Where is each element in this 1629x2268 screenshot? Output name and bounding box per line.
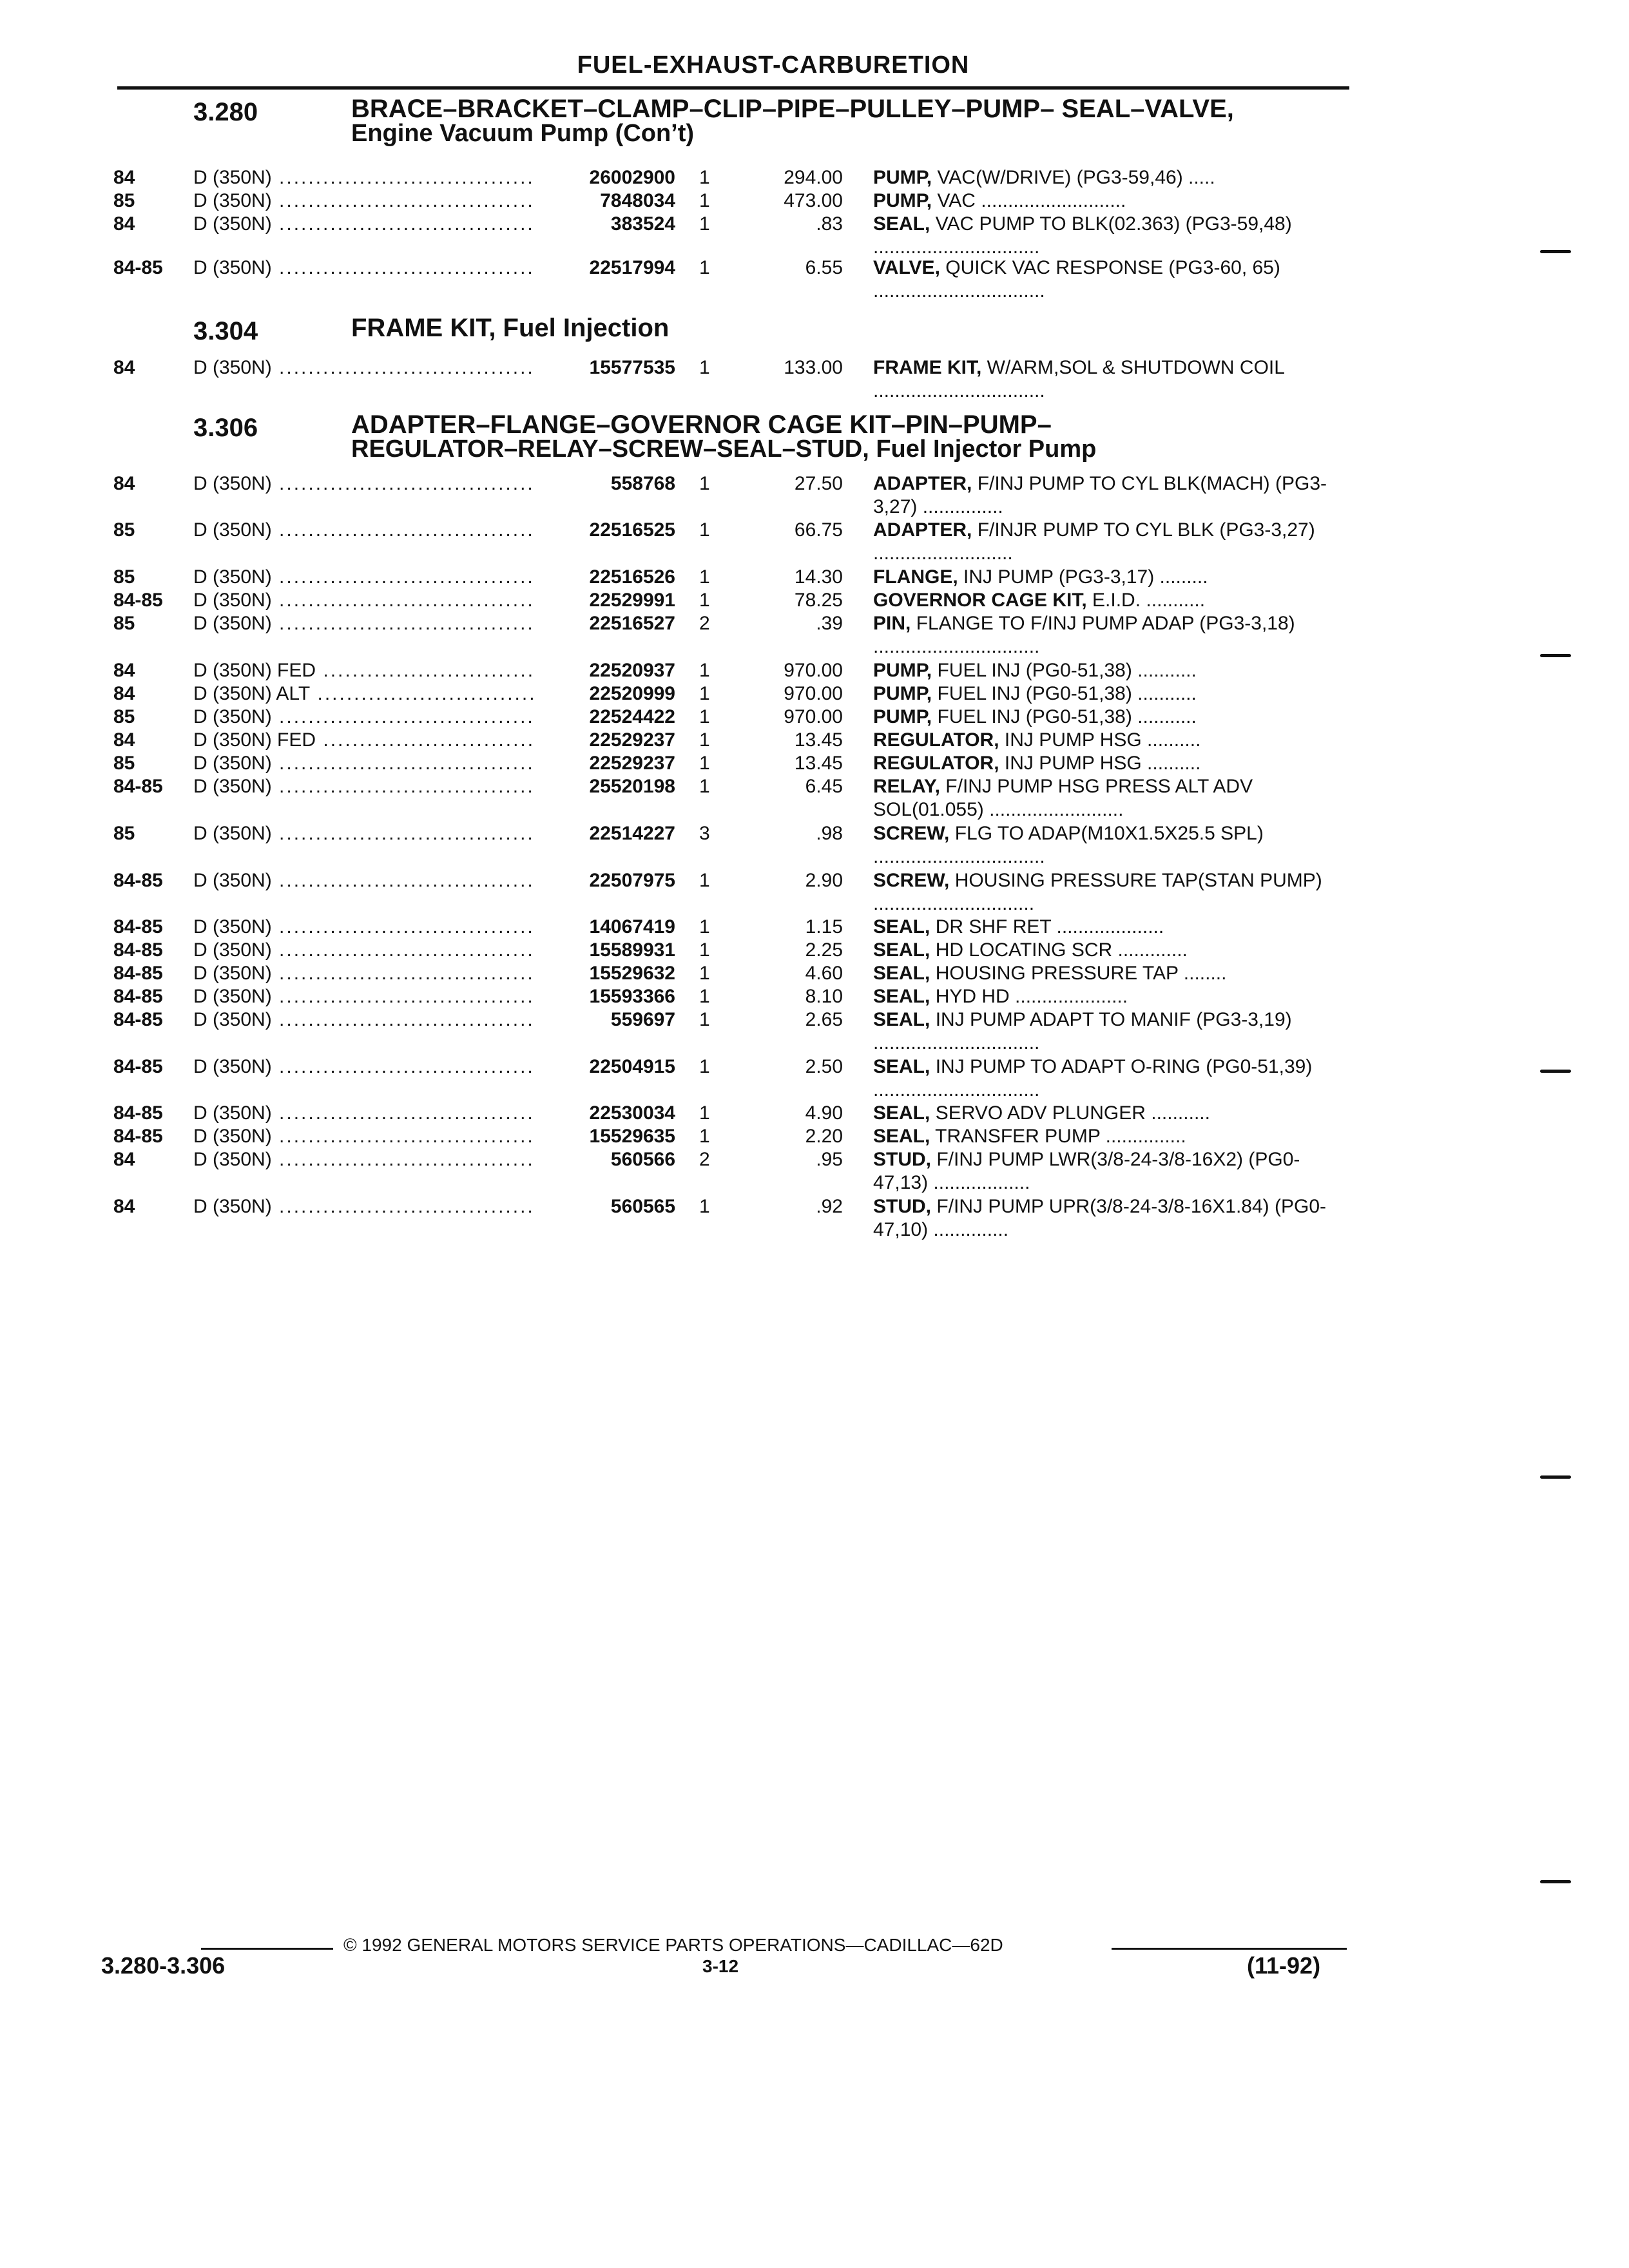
section-title: [351, 97, 1356, 146]
quantity: 1: [699, 566, 710, 588]
price: 294.00: [784, 167, 843, 188]
part-number: 560566: [535, 1148, 675, 1171]
quantity: 1: [699, 473, 710, 494]
model-year: 85: [113, 823, 135, 844]
section-subtitle: REGULATOR–RELAY–SCREW–SEAL–STUD, Fuel Injector Pump: [351, 436, 1097, 463]
model-code: D (350N) .....: [193, 1195, 554, 1218]
part-detail: F/INJ PUMP UPR(3/8-24-3/8-16X1.84) (PG0-47,10) ..............: [873, 1196, 1326, 1240]
part-detail: E.I.D. ...........: [1092, 590, 1206, 611]
part-number: 22516527: [535, 612, 675, 635]
model-code: D (350N) .....: [193, 189, 554, 213]
price: 6.45: [805, 776, 843, 797]
part-detail: DR SHF RET ....................: [935, 916, 1164, 937]
section-title-line: BRACE–BRACKET–CLAMP–CLIP–PIPE–PULLEY–PUMP– SEAL–VALVE,: [351, 95, 1234, 123]
part-name: RELAY,: [873, 776, 940, 797]
part-description: [873, 472, 1337, 519]
model-year: 84-85: [113, 1102, 163, 1124]
page-number: 3-12: [702, 1956, 739, 1976]
quantity: 1: [699, 986, 710, 1007]
part-name: PUMP,: [873, 167, 932, 188]
part-name: PUMP,: [873, 190, 932, 211]
price: 78.25: [794, 590, 843, 611]
part-description: [873, 682, 1337, 706]
model-code: D (350N) FED .....: [193, 659, 554, 682]
price: 1.15: [805, 916, 843, 937]
part-name: SEAL,: [873, 1126, 930, 1147]
quantity: 1: [699, 190, 710, 211]
part-number: 15529632: [535, 962, 675, 985]
part-name: REGULATOR,: [873, 753, 999, 774]
model-year: 84: [113, 213, 135, 235]
model-code: D (350N) .....: [193, 706, 554, 729]
model-code: D (350N) ALT .....: [193, 682, 554, 706]
part-number: 22529237: [535, 729, 675, 752]
model-year: 84: [113, 729, 135, 751]
model-year: 84-85: [113, 986, 163, 1007]
page-title: FUEL-EXHAUST-CARBURETION: [577, 52, 970, 79]
model-code: D (350N) .....: [193, 752, 554, 775]
part-number: 22529991: [535, 589, 675, 612]
model-year: 84-85: [113, 1009, 163, 1030]
price: 473.00: [784, 190, 843, 211]
model-code: D (350N) .....: [193, 519, 554, 542]
model-code: D (350N) .....: [193, 256, 554, 280]
model-year: 84-85: [113, 776, 163, 797]
model-year: 84: [113, 357, 135, 378]
section-number: 3.306: [193, 414, 258, 442]
part-name: FLANGE,: [873, 566, 958, 588]
part-detail: INJ PUMP TO ADAPT O-RING (PG0-51,39) ...............................: [873, 1056, 1313, 1100]
part-name: SEAL,: [873, 939, 930, 961]
quantity: 1: [699, 213, 710, 235]
part-description: [873, 256, 1337, 303]
part-description: [873, 213, 1337, 259]
model-year: 84: [113, 660, 135, 681]
margin-mark: [1540, 250, 1571, 253]
quantity: 1: [699, 729, 710, 751]
model-year: 84-85: [113, 870, 163, 891]
quantity: 1: [699, 1009, 710, 1030]
section-title: [351, 412, 1356, 461]
part-detail: HYD HD .....................: [935, 986, 1128, 1007]
price: 2.50: [805, 1056, 843, 1077]
part-number: 558768: [535, 472, 675, 495]
part-detail: VAC(W/DRIVE) (PG3-59,46) .....: [937, 167, 1215, 188]
part-detail: F/INJR PUMP TO CYL BLK (PG3-3,27) ..........................: [873, 519, 1315, 564]
model-year: 84: [113, 167, 135, 188]
part-name: SEAL,: [873, 213, 930, 235]
part-detail: FLG TO ADAP(M10X1.5X25.5 SPL) ................................: [873, 823, 1264, 867]
model-code: D (350N) .....: [193, 1148, 554, 1171]
margin-mark: [1540, 1070, 1571, 1073]
part-description: [873, 752, 1337, 775]
quantity: 1: [699, 706, 710, 727]
part-name: ADAPTER,: [873, 473, 972, 494]
price: 8.10: [805, 986, 843, 1007]
quantity: 1: [699, 939, 710, 961]
price: 970.00: [784, 706, 843, 727]
part-description: [873, 356, 1337, 403]
margin-mark: [1540, 654, 1571, 657]
footer-rule-right: [1112, 1948, 1347, 1950]
quantity: 1: [699, 1196, 710, 1217]
part-description: [873, 519, 1337, 565]
section-number: 3.304: [193, 317, 258, 345]
price: 133.00: [784, 357, 843, 378]
part-description: [873, 612, 1337, 658]
quantity: 2: [699, 613, 710, 634]
part-number: 15589931: [535, 939, 675, 962]
part-name: SCREW,: [873, 870, 950, 891]
part-name: SEAL,: [873, 1102, 930, 1124]
model-code: D (350N) .....: [193, 213, 554, 236]
model-code: D (350N) FED .....: [193, 729, 554, 752]
price: 13.45: [794, 753, 843, 774]
model-year: 84-85: [113, 590, 163, 611]
quantity: 1: [699, 167, 710, 188]
quantity: 1: [699, 916, 710, 937]
part-name: PUMP,: [873, 683, 932, 704]
price: .98: [816, 823, 843, 844]
price: 2.90: [805, 870, 843, 891]
part-detail: INJ PUMP HSG ..........: [1004, 729, 1201, 751]
part-number: 383524: [535, 213, 675, 236]
model-code: D (350N) .....: [193, 589, 554, 612]
part-description: [873, 1055, 1337, 1102]
part-description: [873, 1125, 1337, 1148]
model-code: D (350N) .....: [193, 869, 554, 892]
header-rule: [117, 86, 1349, 90]
part-description: [873, 962, 1337, 985]
quantity: 1: [699, 660, 710, 681]
quantity: 2: [699, 1149, 710, 1170]
part-description: [873, 985, 1337, 1008]
part-description: [873, 189, 1337, 213]
part-description: [873, 1195, 1337, 1242]
part-detail: QUICK VAC RESPONSE (PG3-60, 65) ................................: [873, 257, 1280, 302]
model-code: D (350N) .....: [193, 356, 554, 380]
part-detail: FUEL INJ (PG0-51,38) ...........: [937, 706, 1197, 727]
model-code: D (350N) .....: [193, 1102, 554, 1125]
part-detail: F/INJ PUMP HSG PRESS ALT ADV SOL(01.055) .........................: [873, 776, 1253, 820]
section-title: [351, 316, 1356, 340]
quantity: 1: [699, 519, 710, 541]
part-description: [873, 775, 1337, 822]
quantity: 1: [699, 257, 710, 278]
model-year: 84-85: [113, 939, 163, 961]
part-number: 15577535: [535, 356, 675, 380]
part-number: 22516525: [535, 519, 675, 542]
part-number: 559697: [535, 1008, 675, 1032]
part-description: [873, 166, 1337, 189]
part-number: 22524422: [535, 706, 675, 729]
model-code: D (350N) .....: [193, 985, 554, 1008]
part-number: 15593366: [535, 985, 675, 1008]
price: .83: [816, 213, 843, 235]
part-detail: W/ARM,SOL & SHUTDOWN COIL ................................: [873, 357, 1284, 401]
part-detail: FUEL INJ (PG0-51,38) ...........: [937, 683, 1197, 704]
quantity: 1: [699, 683, 710, 704]
price: 14.30: [794, 566, 843, 588]
price: 4.60: [805, 963, 843, 984]
model-year: 85: [113, 706, 135, 727]
model-year: 84: [113, 1196, 135, 1217]
model-year: 84-85: [113, 1056, 163, 1077]
model-code: D (350N) .....: [193, 166, 554, 189]
part-number: 25520198: [535, 775, 675, 798]
part-description: [873, 589, 1337, 612]
part-detail: HOUSING PRESSURE TAP ........: [935, 963, 1227, 984]
part-name: PUMP,: [873, 660, 932, 681]
part-detail: FUEL INJ (PG0-51,38) ...........: [937, 660, 1197, 681]
price: 970.00: [784, 683, 843, 704]
model-code: D (350N) .....: [193, 1125, 554, 1148]
quantity: 1: [699, 1126, 710, 1147]
part-number: 22504915: [535, 1055, 675, 1079]
part-number: 22529237: [535, 752, 675, 775]
model-year: 84: [113, 683, 135, 704]
quantity: 1: [699, 963, 710, 984]
model-code: D (350N) .....: [193, 1055, 554, 1079]
model-code: D (350N) .....: [193, 1008, 554, 1032]
part-detail: HD LOCATING SCR .............: [935, 939, 1188, 961]
part-name: STUD,: [873, 1196, 931, 1217]
price: 4.90: [805, 1102, 843, 1124]
revision-date: (11-92): [1247, 1952, 1321, 1979]
part-name: PIN,: [873, 613, 911, 634]
section-title-line: FRAME KIT, Fuel Injection: [351, 314, 670, 342]
part-number: 14067419: [535, 916, 675, 939]
model-year: 84-85: [113, 1126, 163, 1147]
part-name: SCREW,: [873, 823, 950, 844]
part-number: 22516526: [535, 566, 675, 589]
part-name: VALVE,: [873, 257, 940, 278]
part-name: SEAL,: [873, 1056, 930, 1077]
part-description: [873, 916, 1337, 939]
part-number: 7848034: [535, 189, 675, 213]
part-description: [873, 1148, 1337, 1195]
part-name: SEAL,: [873, 1009, 930, 1030]
price: 66.75: [794, 519, 843, 541]
model-year: 85: [113, 753, 135, 774]
model-year: 84: [113, 473, 135, 494]
price: 13.45: [794, 729, 843, 751]
part-name: FRAME KIT,: [873, 357, 982, 378]
part-detail: INJ PUMP HSG ..........: [1004, 753, 1201, 774]
price: 27.50: [794, 473, 843, 494]
part-detail: SERVO ADV PLUNGER ...........: [935, 1102, 1210, 1124]
model-year: 85: [113, 519, 135, 541]
part-detail: INJ PUMP ADAPT TO MANIF (PG3-3,19) ...............................: [873, 1009, 1292, 1053]
part-description: [873, 1008, 1337, 1055]
part-description: [873, 729, 1337, 752]
part-name: ADAPTER,: [873, 519, 972, 541]
part-number: 22530034: [535, 1102, 675, 1125]
model-year: 84-85: [113, 963, 163, 984]
price: 2.25: [805, 939, 843, 961]
price: 2.20: [805, 1126, 843, 1147]
quantity: 1: [699, 753, 710, 774]
margin-mark: [1540, 1475, 1571, 1479]
price: .39: [816, 613, 843, 634]
model-year: 85: [113, 613, 135, 634]
quantity: 3: [699, 823, 710, 844]
price: 2.65: [805, 1009, 843, 1030]
quantity: 1: [699, 870, 710, 891]
part-number: 560565: [535, 1195, 675, 1218]
part-description: [873, 939, 1337, 962]
part-description: [873, 1102, 1337, 1125]
part-detail: F/INJ PUMP TO CYL BLK(MACH) (PG3-3,27) ...............: [873, 473, 1327, 517]
price: .95: [816, 1149, 843, 1170]
part-number: 26002900: [535, 166, 675, 189]
section-number: 3.280: [193, 98, 258, 126]
model-year: 85: [113, 190, 135, 211]
model-code: D (350N) .....: [193, 939, 554, 962]
quantity: 1: [699, 1102, 710, 1124]
model-year: 85: [113, 566, 135, 588]
margin-mark: [1540, 1880, 1571, 1883]
section-range: 3.280-3.306: [101, 1952, 226, 1979]
part-description: [873, 706, 1337, 729]
quantity: 1: [699, 590, 710, 611]
model-year: 84-85: [113, 916, 163, 937]
quantity: 1: [699, 1056, 710, 1077]
part-name: SEAL,: [873, 986, 930, 1007]
part-detail: TRANSFER PUMP ...............: [935, 1126, 1186, 1147]
model-code: D (350N) .....: [193, 916, 554, 939]
copyright-line: © 1992 GENERAL MOTORS SERVICE PARTS OPERATIONS—CADILLAC—62D: [343, 1935, 1003, 1955]
part-description: [873, 869, 1337, 916]
part-number: 22507975: [535, 869, 675, 892]
part-number: 22520999: [535, 682, 675, 706]
price: 970.00: [784, 660, 843, 681]
part-description: [873, 659, 1337, 682]
section-subtitle: Engine Vacuum Pump (Con’t): [351, 120, 695, 147]
part-detail: FLANGE TO F/INJ PUMP ADAP (PG3-3,18) ...............................: [873, 613, 1295, 657]
section-title-line: ADAPTER–FLANGE–GOVERNOR CAGE KIT–PIN–PUMP–: [351, 410, 1052, 439]
part-detail: INJ PUMP (PG3-3,17) .........: [963, 566, 1208, 588]
footer-rule-left: [201, 1948, 333, 1950]
quantity: 1: [699, 776, 710, 797]
price: 6.55: [805, 257, 843, 278]
part-name: PUMP,: [873, 706, 932, 727]
part-name: STUD,: [873, 1149, 931, 1170]
part-number: 15529635: [535, 1125, 675, 1148]
part-detail: VAC ...........................: [937, 190, 1126, 211]
price: .92: [816, 1196, 843, 1217]
part-number: 22517994: [535, 256, 675, 280]
part-name: SEAL,: [873, 916, 930, 937]
part-name: REGULATOR,: [873, 729, 999, 751]
model-code: D (350N) .....: [193, 962, 554, 985]
model-code: D (350N) .....: [193, 566, 554, 589]
part-name: SEAL,: [873, 963, 930, 984]
model-year: 84: [113, 1149, 135, 1170]
part-description: [873, 822, 1337, 869]
part-number: 22514227: [535, 822, 675, 845]
part-description: [873, 566, 1337, 589]
model-code: D (350N) .....: [193, 612, 554, 635]
part-name: GOVERNOR CAGE KIT,: [873, 590, 1087, 611]
part-number: 22520937: [535, 659, 675, 682]
part-detail: HOUSING PRESSURE TAP(STAN PUMP) ..............................: [873, 870, 1322, 914]
quantity: 1: [699, 357, 710, 378]
part-detail: VAC PUMP TO BLK(02.363) (PG3-59,48) ...............................: [873, 213, 1292, 258]
part-detail: F/INJ PUMP LWR(3/8-24-3/8-16X2) (PG0-47,13) ..................: [873, 1149, 1300, 1193]
model-code: D (350N) .....: [193, 775, 554, 798]
model-code: D (350N) .....: [193, 472, 554, 495]
model-year: 84-85: [113, 257, 163, 278]
model-code: D (350N) .....: [193, 822, 554, 845]
